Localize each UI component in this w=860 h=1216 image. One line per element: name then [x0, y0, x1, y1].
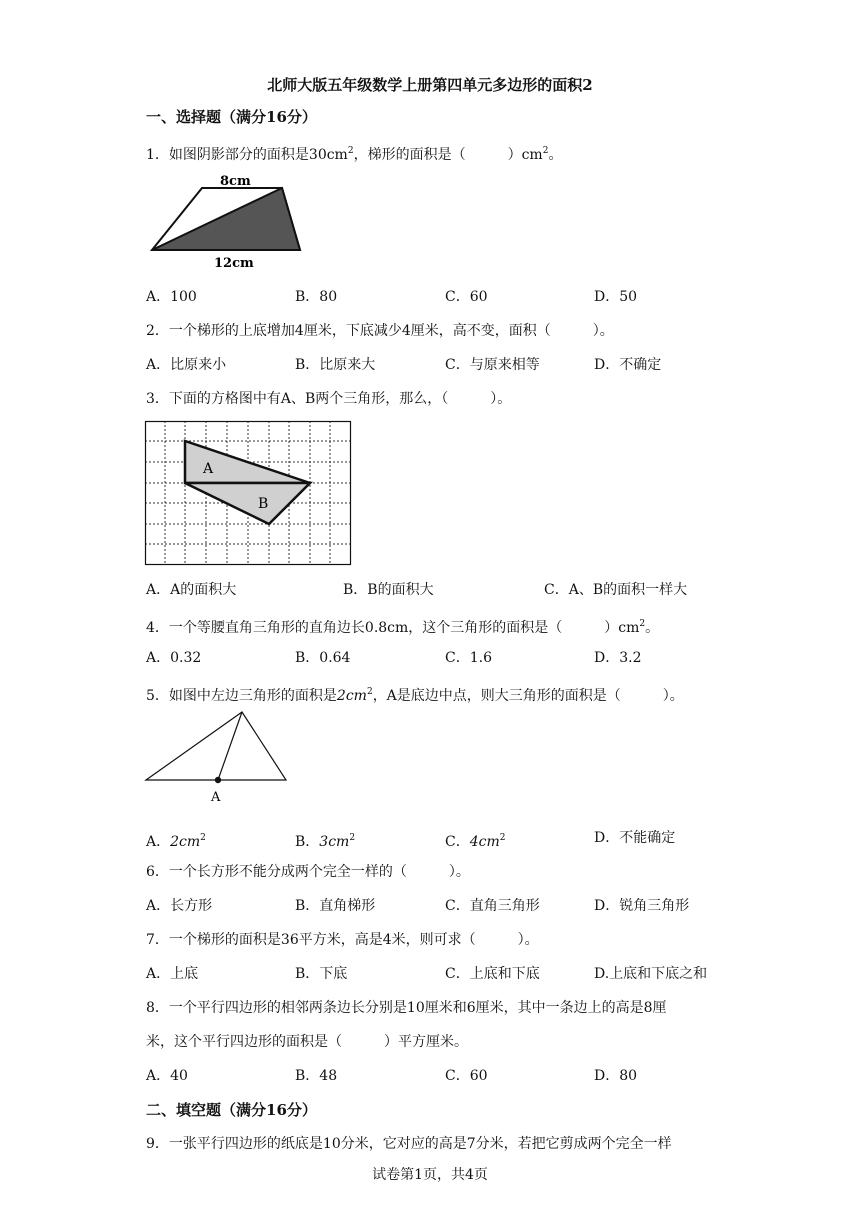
q4-option-d: D．3.2 — [594, 650, 642, 666]
page-footer: 试卷第1页，共4页 — [372, 1167, 488, 1183]
trapezoid-figure — [146, 170, 316, 270]
q5-option-d: D．不能确定 — [594, 830, 676, 846]
triangle-figure — [146, 710, 291, 805]
q6-option-b: B．直角梯形 — [295, 898, 376, 914]
question-3-text: 3．下面的方格图中有A、B两个三角形，那么，（ ）。 — [146, 391, 512, 407]
q7-option-c: C．上底和下底 — [445, 966, 540, 982]
q2-option-d: D．不确定 — [594, 357, 662, 373]
q8-option-c: C．60 — [445, 1068, 488, 1084]
q2-option-c: C．与原来相等 — [445, 357, 540, 373]
triangle-a-label: A — [203, 461, 214, 477]
triangle-b-label: B — [258, 496, 269, 512]
q6-option-a: A．长方形 — [146, 898, 213, 914]
bottom-base-label: 12cm — [214, 256, 254, 271]
question-8-text-line2: 米，这个平行四边形的面积是（ ）平方厘米。 — [146, 1034, 468, 1050]
q4-option-c: C．1.6 — [445, 650, 492, 666]
midpoint-a — [215, 777, 221, 783]
question-2-text: 2．一个梯形的上底增加4厘米，下底减少4厘米，高不变，面积（ ）。 — [146, 323, 614, 339]
top-base-label: 8cm — [220, 174, 251, 189]
q7-option-d: D.上底和下底之和 — [594, 966, 708, 982]
q6-option-c: C．直角三角形 — [445, 898, 540, 914]
q5-option-a: A．$2cm^2$ — [146, 833, 206, 850]
q4-option-a: A．0.32 — [146, 650, 202, 666]
q3-option-c: C．A、B的面积一样大 — [544, 582, 688, 598]
q2-option-b: B．比原来大 — [295, 357, 376, 373]
q5-option-c: C．$4cm^2$ — [445, 833, 506, 850]
q1-option-c: C．60 — [445, 289, 488, 305]
median-line — [218, 712, 242, 780]
section-heading-fill: 二、填空题（满分16分） — [146, 1101, 317, 1119]
q3-option-b: B．B的面积大 — [343, 582, 434, 598]
q7-option-b: B．下底 — [295, 966, 348, 982]
question-6-text: 6．一个长方形不能分成两个完全一样的（ ）。 — [146, 864, 470, 880]
q1-option-b: B．80 — [295, 289, 338, 305]
page-title: 北师大版五年级数学上册第四单元多边形的面积2 — [267, 76, 593, 94]
question-1-text: 1．如图阴影部分的面积是$30cm^2$，梯形的面积是（ ）$cm^2$。 — [146, 146, 563, 163]
q4-option-b: B．0.64 — [295, 650, 351, 666]
q1-option-d: D．50 — [594, 289, 638, 305]
question-7-text: 7．一个梯形的面积是36平方米，高是4米，则可求（ ）。 — [146, 932, 539, 948]
question-9-text: 9．一张平行四边形的纸底是10分米，它对应的高是7分米，若把它剪成两个完全一样 — [146, 1136, 672, 1152]
q8-option-d: D．80 — [594, 1068, 638, 1084]
grid-figure — [145, 421, 351, 565]
q6-option-d: D．锐角三角形 — [594, 898, 690, 914]
q8-option-a: A．40 — [146, 1068, 188, 1084]
q1-option-a: A．100 — [146, 289, 197, 305]
q8-option-b: B．48 — [295, 1068, 338, 1084]
midpoint-label: A — [211, 790, 221, 805]
question-4-text: 4．一个等腰直角三角形的直角边长0.8cm，这个三角形的面积是（ ）$cm^2$。 — [146, 619, 660, 636]
q7-option-a: A．上底 — [146, 966, 199, 982]
question-5-text: 5．如图中左边三角形的面积是$2cm^2$，A是底边中点，则大三角形的面积是（ ）。 — [146, 687, 684, 704]
big-triangle — [146, 712, 286, 780]
question-8-text-line1: 8．一个平行四边形的相邻两条边长分别是10厘米和6厘米，其中一条边上的高是8厘 — [146, 1000, 667, 1016]
q2-option-a: A．比原来小 — [146, 357, 227, 373]
q3-option-a: A．A的面积大 — [146, 582, 237, 598]
q5-option-b: B．$3cm^2$ — [295, 833, 356, 850]
section-heading-choice: 一、选择题（满分16分） — [146, 108, 317, 126]
